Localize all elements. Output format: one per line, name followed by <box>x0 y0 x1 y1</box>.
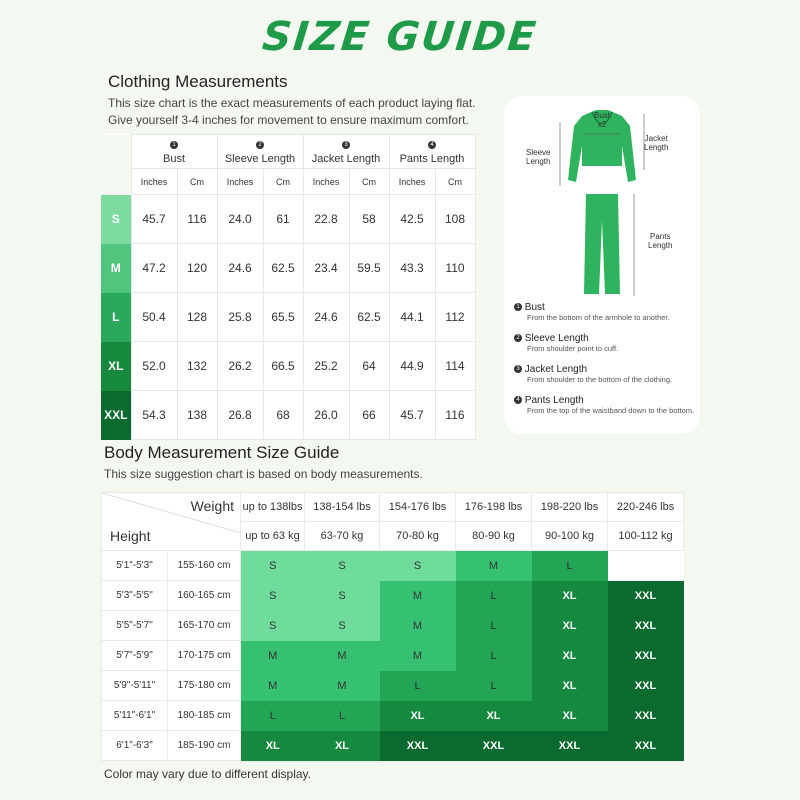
size-recommendation-cell: L <box>456 581 532 611</box>
unit-cm: Cm <box>263 169 303 195</box>
size-recommendation-cell: M <box>241 641 305 671</box>
measurement-value: 66.5 <box>263 342 303 391</box>
empty-size-cell <box>608 551 684 581</box>
size-recommendation-cell: XXL <box>608 671 684 701</box>
size-label: M <box>101 244 131 293</box>
measurement-value: 26.2 <box>217 342 263 391</box>
measurement-value: 26.8 <box>217 391 263 440</box>
size-recommendation-cell: XXL <box>608 701 684 731</box>
table-row <box>102 641 684 671</box>
measurement-value: 114 <box>435 342 475 391</box>
measurement-value: 116 <box>435 391 475 440</box>
measurement-value: 116 <box>177 195 217 244</box>
table-row <box>102 551 684 581</box>
measurement-value: 110 <box>435 244 475 293</box>
size-recommendation-cell: XXL <box>608 731 684 761</box>
table-row <box>102 581 684 611</box>
page-title: SIZE GUIDE <box>260 14 540 60</box>
size-recommendation-cell: XL <box>456 701 532 731</box>
size-recommendation-cell: S <box>241 551 305 581</box>
measure-header-row <box>101 135 475 169</box>
size-recommendation-cell: M <box>380 581 456 611</box>
height-cm-cell: 185-190 cm <box>168 731 241 761</box>
height-label: Height <box>110 528 151 544</box>
measurement-value: 25.8 <box>217 293 263 342</box>
size-recommendation-cell: XL <box>532 641 608 671</box>
table-row <box>101 391 475 440</box>
height-ft-cell: 5'3"-5'5" <box>102 581 168 611</box>
measure-label: Jacket Length <box>311 152 381 165</box>
size-recommendation-cell: S <box>305 611 380 641</box>
corner-cell <box>101 169 131 195</box>
measure-label: Pants Length <box>399 152 465 165</box>
size-recommendation-cell: M <box>305 641 380 671</box>
measure-number-badge: 4 <box>428 141 436 149</box>
size-label: L <box>101 293 131 342</box>
measurement-value: 68 <box>263 391 303 440</box>
unit-inches: Inches <box>217 169 263 195</box>
clothing-desc-line2: Give yourself 3-4 inches for movement to ensure maximum comfort. <box>108 113 469 127</box>
unit-inches: Inches <box>131 169 177 195</box>
pants-illustration <box>584 194 620 294</box>
measurement-value: 62.5 <box>349 293 389 342</box>
height-cm-cell: 160-165 cm <box>168 581 241 611</box>
bust-diagram-label: Bust x2 <box>594 111 611 129</box>
height-ft-cell: 5'5"-5'7" <box>102 611 168 641</box>
weight-lbs-header: 220-246 lbs <box>608 493 684 522</box>
measurement-value: 62.5 <box>263 244 303 293</box>
unit-cm: Cm <box>177 169 217 195</box>
measure-label: Sleeve Length <box>224 152 296 165</box>
measure-number-badge: 2 <box>256 141 264 149</box>
weight-lbs-header: up to 138lbs <box>241 493 305 522</box>
weight-kg-header: 63-70 kg <box>305 522 380 551</box>
measurement-value: 50.4 <box>131 293 177 342</box>
measurement-value: 24.6 <box>303 293 349 342</box>
weight-kg-header: 80-90 kg <box>456 522 532 551</box>
size-recommendation-cell: XL <box>380 701 456 731</box>
weight-lbs-header: 138-154 lbs <box>305 493 380 522</box>
measurement-value: 64 <box>349 342 389 391</box>
legend-pants-length: 4 Pants Length From the top of the waistband down to the bottom. <box>514 395 698 415</box>
size-recommendation-cell: L <box>532 551 608 581</box>
size-recommendation-cell: S <box>380 551 456 581</box>
height-ft-cell: 6'1"-6'3" <box>102 731 168 761</box>
size-recommendation-cell: M <box>380 611 456 641</box>
unit-cm: Cm <box>349 169 389 195</box>
color-disclaimer: Color may vary due to different display. <box>104 767 311 781</box>
measurement-value: 132 <box>177 342 217 391</box>
measurement-value: 44.9 <box>389 342 435 391</box>
size-recommendation-cell: XXL <box>608 611 684 641</box>
size-recommendation-cell: L <box>456 641 532 671</box>
clothing-measurements-title: Clothing Measurements <box>108 72 288 91</box>
measure-header <box>131 135 217 169</box>
weight-label: Weight <box>190 498 234 514</box>
pants-diagram-label: Pants Length <box>648 232 673 250</box>
weight-kg-header: up to 63 kg <box>241 522 305 551</box>
measurement-value: 138 <box>177 391 217 440</box>
measurement-value: 45.7 <box>389 391 435 440</box>
measurement-diagram-card <box>504 96 700 434</box>
size-recommendation-cell: XL <box>305 731 380 761</box>
sleeve-diagram-label: Sleeve Length <box>526 148 551 166</box>
height-ft-cell: 5'9"-5'11" <box>102 671 168 701</box>
legend-sleeve-length: 2 Sleeve Length From shoulder point to cuff. <box>514 333 698 353</box>
unit-header-row <box>101 169 475 195</box>
height-cm-cell: 175-180 cm <box>168 671 241 701</box>
clothing-desc-line1: This size chart is the exact measurements of each product laying flat. <box>108 96 476 110</box>
height-cm-cell: 180-185 cm <box>168 701 241 731</box>
weight-lbs-header: 176-198 lbs <box>456 493 532 522</box>
measurement-value: 47.2 <box>131 244 177 293</box>
table-row <box>102 611 684 641</box>
measurement-value: 52.0 <box>131 342 177 391</box>
weight-kg-header: 90-100 kg <box>532 522 608 551</box>
table-row <box>101 293 475 342</box>
body-guide-title: Body Measurement Size Guide <box>104 443 340 462</box>
height-ft-cell: 5'11"-6'1" <box>102 701 168 731</box>
size-recommendation-cell: XXL <box>608 641 684 671</box>
height-cm-cell: 165-170 cm <box>168 611 241 641</box>
size-recommendation-cell: XXL <box>608 581 684 611</box>
measurement-value: 26.0 <box>303 391 349 440</box>
measurement-value: 108 <box>435 195 475 244</box>
measurement-value: 128 <box>177 293 217 342</box>
unit-inches: Inches <box>303 169 349 195</box>
measurement-value: 66 <box>349 391 389 440</box>
measurement-value: 45.7 <box>131 195 177 244</box>
size-recommendation-cell: XXL <box>380 731 456 761</box>
weight-kg-header: 100-112 kg <box>608 522 684 551</box>
measurement-value: 65.5 <box>263 293 303 342</box>
size-recommendation-cell: S <box>241 581 305 611</box>
size-recommendation-cell: XL <box>532 581 608 611</box>
measurement-value: 23.4 <box>303 244 349 293</box>
size-recommendation-cell: XXL <box>532 731 608 761</box>
measurement-value: 24.6 <box>217 244 263 293</box>
clothing-measurements-table <box>101 134 476 440</box>
jacket-diagram-label: Jacket Length <box>644 134 669 152</box>
measure-header <box>303 135 389 169</box>
measurement-value: 120 <box>177 244 217 293</box>
weight-lbs-header: 154-176 lbs <box>380 493 456 522</box>
size-recommendation-cell: M <box>241 671 305 701</box>
corner-cell <box>101 135 131 169</box>
measurement-value: 22.8 <box>303 195 349 244</box>
legend-jacket-length: 3 Jacket Length From shoulder to the bottom of the clothing. <box>514 364 698 384</box>
height-ft-cell: 5'7"-5'9" <box>102 641 168 671</box>
measurement-value: 44.1 <box>389 293 435 342</box>
measurement-value: 25.2 <box>303 342 349 391</box>
measure-number-badge: 1 <box>170 141 178 149</box>
measurement-value: 54.3 <box>131 391 177 440</box>
unit-inches: Inches <box>389 169 435 195</box>
size-recommendation-cell: M <box>305 671 380 701</box>
body-size-table <box>101 492 684 761</box>
height-ft-cell: 5'1"-5'3" <box>102 551 168 581</box>
table-row <box>101 244 475 293</box>
size-recommendation-cell: XL <box>532 671 608 701</box>
measure-header <box>389 135 475 169</box>
size-recommendation-cell: M <box>380 641 456 671</box>
size-label: XL <box>101 342 131 391</box>
legend-bust: 1 Bust From the bottom of the armhole to another. <box>514 302 698 322</box>
measure-label: Bust <box>162 152 185 165</box>
size-recommendation-cell: XL <box>241 731 305 761</box>
size-recommendation-cell: L <box>456 671 532 701</box>
weight-kg-header: 70-80 kg <box>380 522 456 551</box>
table-row <box>102 671 684 701</box>
table-row <box>101 195 475 244</box>
measurement-value: 43.3 <box>389 244 435 293</box>
weight-lbs-row <box>102 493 684 522</box>
weight-lbs-header: 198-220 lbs <box>532 493 608 522</box>
size-recommendation-cell: L <box>456 611 532 641</box>
size-recommendation-cell: L <box>241 701 305 731</box>
measurement-value: 112 <box>435 293 475 342</box>
table-row <box>102 701 684 731</box>
height-weight-corner <box>102 493 241 551</box>
measurement-value: 42.5 <box>389 195 435 244</box>
size-recommendation-cell: L <box>380 671 456 701</box>
size-recommendation-cell: S <box>241 611 305 641</box>
size-recommendation-cell: S <box>305 551 380 581</box>
measure-number-badge: 3 <box>342 141 350 149</box>
size-recommendation-cell: S <box>305 581 380 611</box>
body-guide-desc: This size suggestion chart is based on body measurements. <box>104 467 423 481</box>
size-label: XXL <box>101 391 131 440</box>
measure-header <box>217 135 303 169</box>
height-cm-cell: 155-160 cm <box>168 551 241 581</box>
garment-diagram <box>504 96 700 316</box>
measurement-value: 61 <box>263 195 303 244</box>
height-cm-cell: 170-175 cm <box>168 641 241 671</box>
table-row <box>102 731 684 761</box>
size-recommendation-cell: XL <box>532 701 608 731</box>
unit-cm: Cm <box>435 169 475 195</box>
measurement-value: 59.5 <box>349 244 389 293</box>
size-recommendation-cell: XL <box>532 611 608 641</box>
table-row <box>101 342 475 391</box>
size-label: S <box>101 195 131 244</box>
measurement-value: 58 <box>349 195 389 244</box>
size-recommendation-cell: XXL <box>456 731 532 761</box>
size-recommendation-cell: M <box>456 551 532 581</box>
size-recommendation-cell: L <box>305 701 380 731</box>
measurement-value: 24.0 <box>217 195 263 244</box>
